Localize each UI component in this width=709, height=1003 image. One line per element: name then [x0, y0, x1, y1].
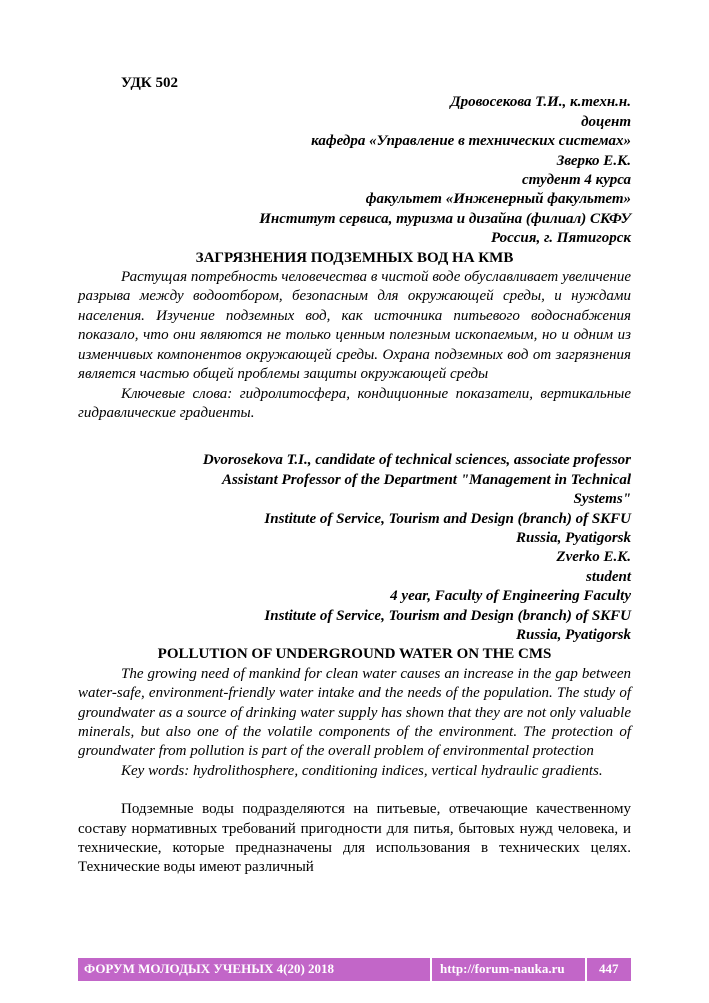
footer-divider	[430, 958, 432, 981]
en-author-line: 4 year, Faculty of Engineering Faculty	[390, 588, 631, 605]
ru-author-line: доцент	[581, 113, 631, 130]
en-author-line: Russia, Pyatigorsk	[515, 529, 631, 546]
ru-author-line: Зверко Е.К.	[556, 152, 631, 169]
page-footer	[78, 958, 631, 981]
ru-keywords: Ключевые слова: гидролитосфера, кондиционные показатели, вертикальные гидравлические градиенты.	[78, 385, 631, 421]
ru-author-line: факультет «Инженерный факультет»	[365, 191, 631, 208]
en-author-line: Zverko E.K.	[556, 549, 631, 566]
en-keywords: Key words: hydrolithosphere, conditioning indices, vertical hydraulic gradients.	[121, 762, 603, 779]
en-abstract: The growing need of mankind for clean water causes an increase in the gap between water-safe, environment-friendly water intake and the needs of the population. The study of groundwater as a source of drinking water supply has shown that they are not only valuable minerals, but also one of the volatile components of the environment. The protection of groundwater from pollution is part of the overall problem of environmental protection	[78, 665, 631, 760]
body-paragraph: Подземные воды подразделяются на питьевые, отвечающие качественному составу нормативных требований пригодности для питья, бытовых нужд человека, и технические, которые предназначены для использования в технических целях. Технические воды имеют различный	[78, 801, 631, 876]
en-author-line: Institute of Service, Tourism and Design (branch) of SKFU	[264, 607, 631, 624]
en-author-line: Institute of Service, Tourism and Design (branch) of SKFU	[264, 510, 631, 527]
ru-author-line: Институт сервиса, туризма и дизайна (филиал) СКФУ	[259, 210, 631, 227]
ru-abstract: Растущая потребность человечества в чистой воде обуславливает увеличение разрыва между водоотбором, безопасным для окружающей среды, и нуждами населения. Изучение подземных вод, как источника питьевого водоснабжения показало, что они являются не только ценным полезным ископаемым, но и одним из изменчивых компонентов окружающей среды. Охрана подземных вод от загрязнения является частью общей проблемы защиты окружающей среды	[78, 269, 631, 383]
footer-journal: ФОРУМ МОЛОДЫХ УЧЕНЫХ 4(20) 2018	[84, 961, 335, 976]
footer-url[interactable]: http://forum-nauka.ru	[440, 961, 565, 976]
en-title: POLLUTION OF UNDERGROUND WATER ON THE CMS	[157, 646, 552, 663]
en-author-line: Dvorosekova T.I., candidate of technical sciences, associate professor	[202, 452, 631, 469]
article-page	[78, 74, 631, 878]
ru-title: ЗАГРЯЗНЕНИЯ ПОДЗЕМНЫХ ВОД НА КМВ	[195, 249, 514, 266]
udk-code: УДК 502	[121, 75, 178, 91]
en-author-line: Assistant Professor of the Department "Management in Technical	[221, 471, 631, 488]
en-author-block	[78, 451, 631, 645]
ru-author-line: Дровосекова Т.И., к.техн.н.	[450, 94, 631, 111]
en-author-line: Russia, Pyatigorsk	[515, 626, 631, 643]
en-author-line: Systems"	[573, 491, 631, 508]
ru-author-block	[78, 93, 631, 248]
ru-author-line: кафедра «Управление в технических системах»	[311, 133, 631, 150]
ru-author-line: Россия, г. Пятигорск	[490, 230, 631, 247]
en-author-line: student	[585, 568, 631, 585]
footer-page-number: 447	[599, 961, 619, 976]
footer-divider	[585, 958, 587, 981]
ru-author-line: студент 4 курса	[522, 172, 631, 189]
